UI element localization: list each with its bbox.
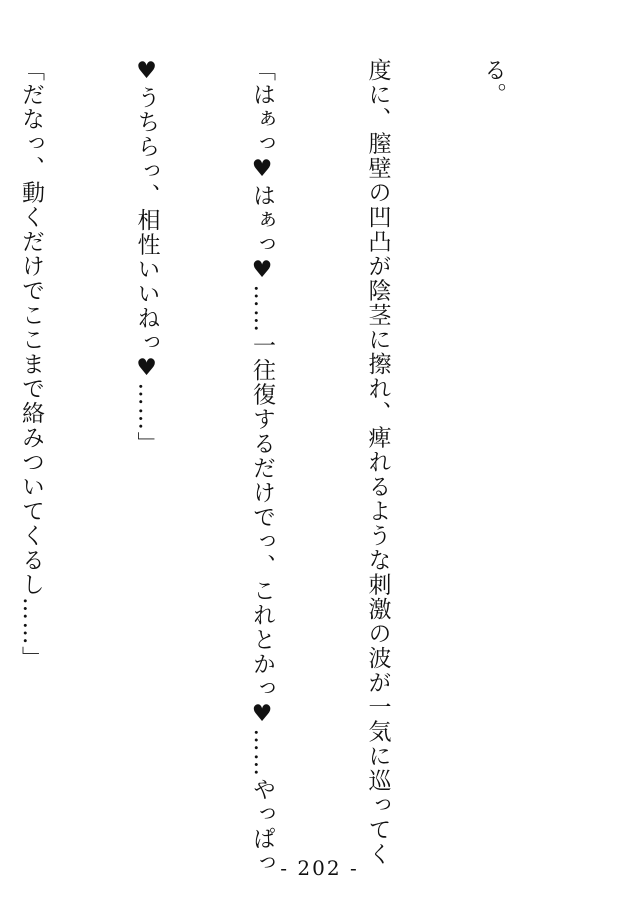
text-line: 「だなっ、動くだけでここまで絡みついてくるし……」 — [18, 58, 44, 671]
text-line: 度に、膣壁の凹凸が陰茎に擦れ、痺れるような刺激の波が一気に巡ってく — [364, 58, 391, 867]
text-line: 「はぁっ♥はぁっ♥……一往復するだけでっ、これとかっ♥……やっぱっ — [249, 58, 275, 876]
text-line: る。 — [480, 58, 506, 107]
page-number: - 202 - — [280, 856, 359, 880]
text-line: ♥うちらっ、相性いいねっ♥……」 — [133, 58, 160, 456]
